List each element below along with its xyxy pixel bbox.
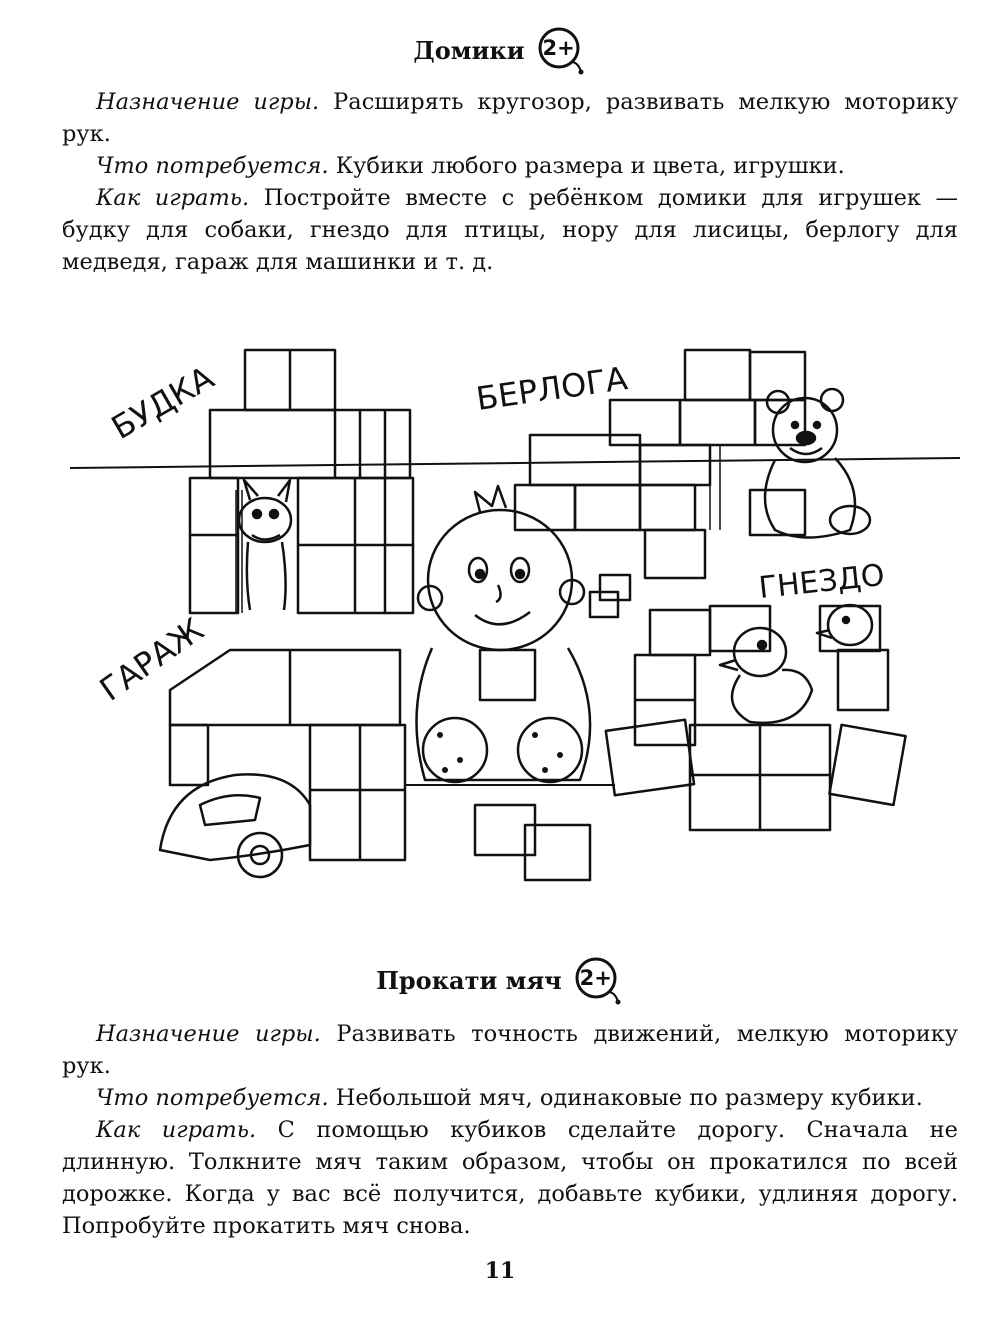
howto-lead: Как играть.	[96, 1117, 257, 1143]
blocks-illustration	[60, 330, 960, 920]
section-title: Домики	[413, 35, 525, 65]
label-berloga: БЕРЛОГА	[473, 359, 630, 418]
purpose-text: Расширять кругозор, развивать мелкую моторику рук.	[62, 89, 958, 147]
purpose-lead: Назначение игры.	[96, 1021, 321, 1047]
age-badge	[535, 24, 587, 76]
needs-lead: Что потребуется.	[96, 1085, 329, 1111]
purpose-paragraph	[62, 86, 958, 150]
label-gnezdo: ГНЕЗДО	[757, 557, 887, 606]
illustration	[60, 330, 960, 920]
howto-text: С помощью кубиков сделайте дорогу. Сначала не длинную. Толкните мяч таким образом, чтобы он прокатился по всей дорожке. Когда у вас всё получится, добавьте кубики, удлиняя дорогу. Попробуйте прокатить мяч снова.	[62, 1117, 958, 1239]
dog-house-drawing	[190, 350, 413, 613]
purpose-text: Развивать точность движений, мелкую моторику рук.	[62, 1021, 958, 1079]
section-title-row	[0, 24, 1000, 76]
needs-text: Кубики любого размера и цвета, игрушки.	[328, 153, 845, 179]
needs-lead: Что потребуется.	[96, 153, 329, 179]
section-title: Прокати мяч	[376, 965, 562, 995]
section-body	[62, 1018, 958, 1242]
age-label: 2+	[542, 36, 575, 60]
needs-text: Небольшой мяч, одинаковые по размеру кубики.	[328, 1085, 923, 1111]
section-body	[62, 86, 958, 278]
purpose-paragraph	[62, 1018, 958, 1082]
age-label: 2+	[579, 966, 612, 990]
howto-paragraph	[62, 182, 958, 278]
needs-paragraph	[62, 150, 958, 182]
page-number: 11	[484, 1258, 516, 1284]
small-cubes-drawing	[475, 575, 630, 880]
age-badge	[572, 954, 624, 1006]
label-budka: БУДКА	[105, 358, 221, 447]
howto-paragraph	[62, 1114, 958, 1242]
label-garazh: ГАРАЖ	[92, 610, 211, 709]
howto-text: Постройте вместе с ребёнком домики для игрушек — будку для собаки, гнездо для птицы, нору для лисицы, берлогу для медведя, гараж для машинки и т. д.	[62, 185, 958, 275]
garage-drawing	[160, 650, 405, 877]
nest-drawing	[606, 605, 906, 830]
purpose-lead: Назначение игры.	[96, 89, 320, 115]
section-title-row	[0, 954, 1000, 1006]
needs-paragraph	[62, 1082, 958, 1114]
howto-lead: Как играть.	[96, 185, 250, 211]
